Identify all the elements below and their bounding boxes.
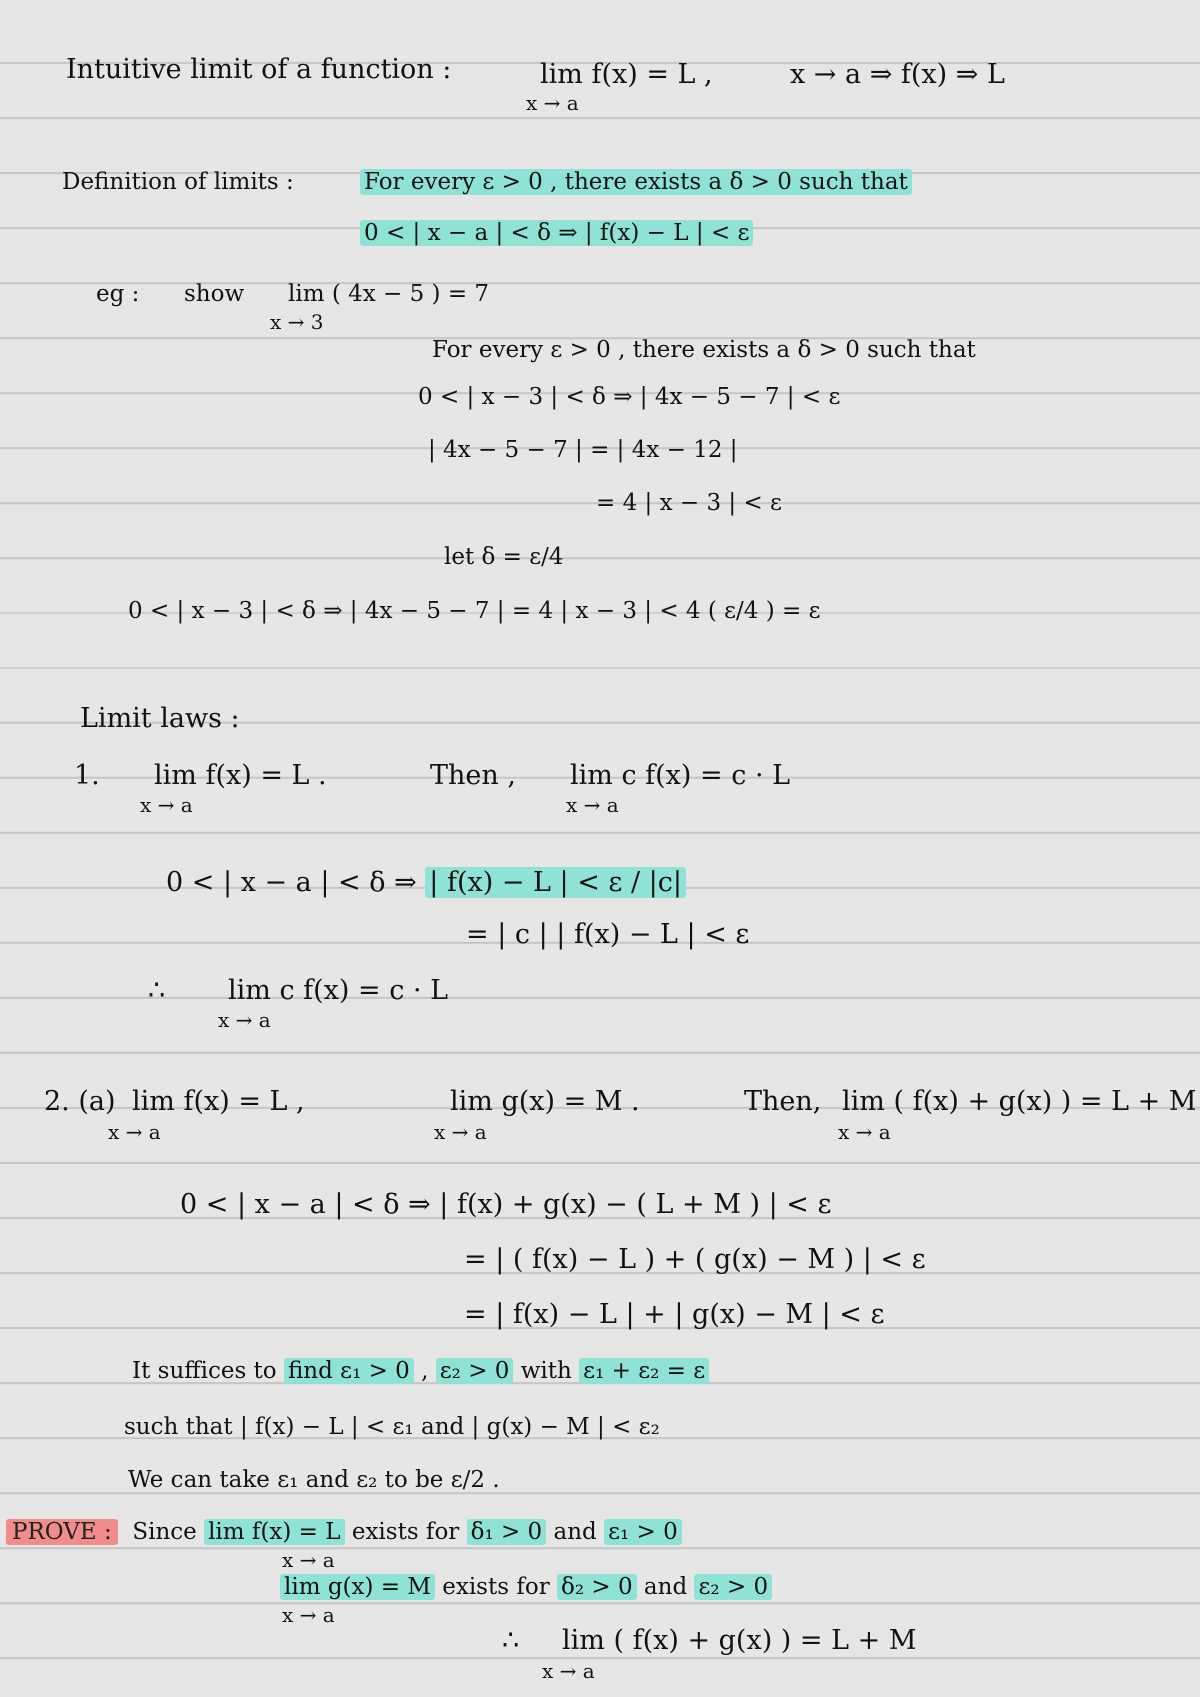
law2-eps-sum-highlight: ε₁ + ε₂ = ε [579,1358,709,1384]
law2-suffices: It suffices to find ε₁ > 0 , ε₂ > 0 with ε₁ + ε₂ = ε [132,1354,709,1388]
law1-proof-line1 [166,866,686,900]
law2-final-sub: x → a [542,1659,595,1683]
law2-and-text-2: and [643,1574,688,1600]
law1-proof-line2: = | c | | f(x) − L | < ε [466,919,750,950]
law2-conclusion-sub: x → a [838,1120,891,1144]
law1-number: 1. [74,760,100,791]
law1-conclusion: lim c f(x) = c · L [570,760,791,791]
definition-line1 [360,165,912,199]
law2-exists-for-text-2: exists for [442,1574,550,1600]
example-line3: | 4x − 5 − 7 | = | 4x − 12 | [428,437,738,463]
law2-find-eps1-highlight: find ε₁ > 0 [284,1358,414,1384]
example-lim-sub: x → 3 [270,310,324,334]
definition-line1-highlight: For every ε > 0 , there exists a δ > 0 such that [360,169,912,195]
law2-eps2-highlight: ε₂ > 0 [436,1358,514,1384]
law2-and-text-1: and [553,1519,597,1545]
example-line5: let δ = ε/4 [444,544,564,570]
law2-conclusion: lim ( f(x) + g(x) ) = L + M [842,1086,1197,1117]
prove-label: PROVE : [6,1519,118,1545]
example-lim: lim ( 4x − 5 ) = 7 [288,281,490,307]
law2-delta2-highlight: δ₂ > 0 [557,1574,637,1600]
law2-premise1: lim f(x) = L , [132,1086,305,1117]
law2-final: lim ( f(x) + g(x) ) = L + M [562,1625,917,1656]
law2-therefore-icon: ∴ [502,1625,520,1656]
law1-therefore-icon: ∴ [148,975,166,1006]
law2-delta1-highlight: δ₁ > 0 [467,1519,547,1545]
law1-then: Then , [430,760,516,791]
laws-title: Limit laws : [80,703,240,734]
example-line6: 0 < | x − 3 | < δ ⇒ | 4x − 5 − 7 | = 4 | x − 3 | < 4 ( ε/4 ) = ε [128,598,821,624]
law2-number: 2. (a) [44,1086,116,1117]
law2-proof-line2: = | ( f(x) − L ) + ( g(x) − M ) | < ε [464,1244,926,1275]
law1-proof-line3: lim c f(x) = c · L [228,975,449,1006]
law2-proof-line3: = | f(x) − L | + | g(x) − M | < ε [464,1299,885,1330]
definition-line2-highlight: 0 < | x − a | < δ ⇒ | f(x) − L | < ε [360,220,753,246]
definition-label: Definition of limits : [62,169,294,195]
law2-eps1-highlight: ε₁ > 0 [604,1519,682,1545]
law1-proof-line1-left: 0 < | x − a | < δ ⇒ [166,867,417,898]
law2-since-text: Since [132,1519,197,1545]
law2-premise2-sub: x → a [434,1120,487,1144]
intuitive-lim: lim f(x) = L , [540,59,713,90]
law2-premise2: lim g(x) = M . [450,1086,640,1117]
law1-premise-sub: x → a [140,793,193,817]
law2-prove-row2-sub: x → a [282,1603,335,1627]
law1-proof-line3-sub: x → a [218,1008,271,1032]
law1-premise: lim f(x) = L . [154,760,327,791]
law2-take: We can take ε₁ and ε₂ to be ε/2 . [128,1467,500,1493]
law2-then: Then, [744,1086,822,1117]
intuitive-label: Intuitive limit of a function : [66,54,452,85]
example-line4: = 4 | x − 3 | < ε [596,490,782,516]
example-line1: For every ε > 0 , there exists a δ > 0 such that [432,337,976,363]
law2-exists-for-text-1: exists for [351,1519,460,1545]
law2-lim-g-highlight: lim g(x) = M [280,1574,435,1600]
law1-proof-line1-highlight: | f(x) − L | < ε / |c| [425,867,686,898]
law2-suffices-text: It suffices to [132,1358,277,1384]
example-eg: eg : [96,281,140,307]
example-show: show [184,281,245,307]
law2-with-text: with [520,1358,572,1384]
law2-proof-line1: 0 < | x − a | < δ ⇒ | f(x) + g(x) − ( L + M ) | < ε [180,1189,832,1220]
intuitive-lim-sub: x → a [526,91,579,115]
law2-lim-f-highlight: lim f(x) = L [204,1519,344,1545]
law2-such-that: such that | f(x) − L | < ε₁ and | g(x) − M | < ε₂ [124,1414,660,1440]
example-line2: 0 < | x − 3 | < δ ⇒ | 4x − 5 − 7 | < ε [418,384,841,410]
law1-conclusion-sub: x → a [566,793,619,817]
law2-eps2b-highlight: ε₂ > 0 [694,1574,772,1600]
law2-prove-row2 [280,1570,772,1604]
law2-premise1-sub: x → a [108,1120,161,1144]
law2-prove-row1-sub: x → a [282,1548,335,1572]
intuitive-arrow: x → a ⇒ f(x) ⇒ L [790,59,1005,90]
law2-prove-row1 [6,1515,682,1549]
definition-line2 [360,216,753,250]
